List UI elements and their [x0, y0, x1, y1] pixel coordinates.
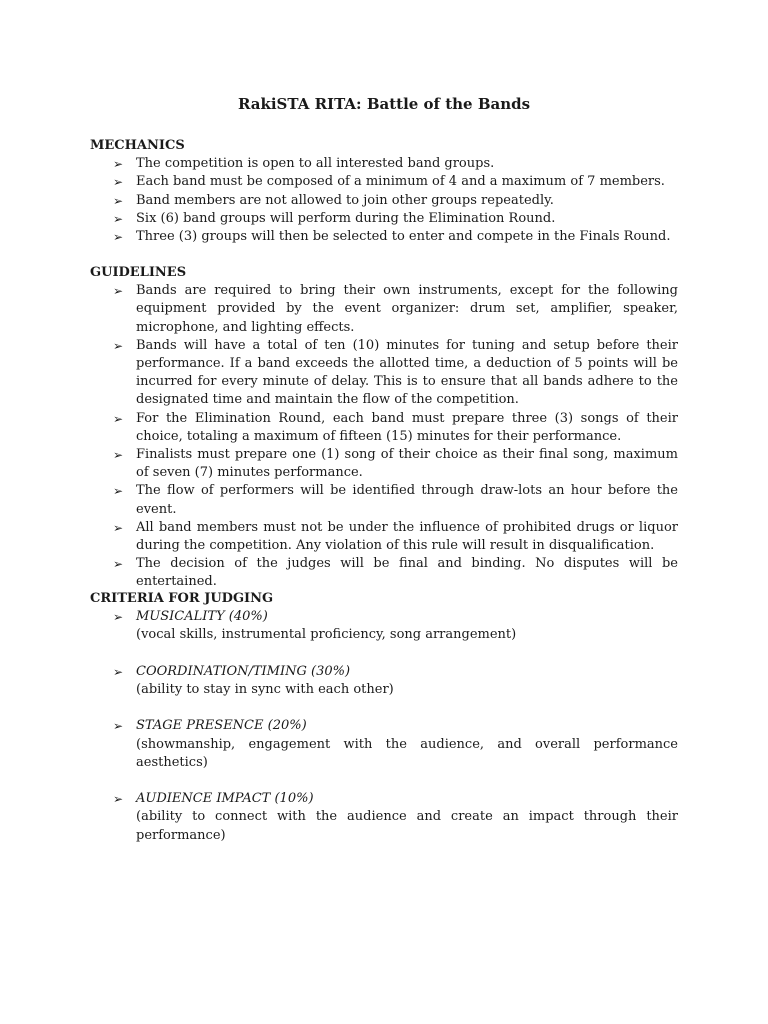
list-item: ➢ Six (6) band groups will perform during the Elimination Round.	[90, 210, 678, 228]
arrow-bullet-icon: ➢	[113, 193, 124, 208]
list-item: ➢ Finalists must prepare one (1) song of their choice as their final song, maximum of seven (7) minutes performance.	[113, 447, 678, 481]
criterion-name: STAGE PRESENCE (20%)	[136, 718, 307, 734]
arrow-bullet-icon: ➢	[113, 284, 124, 299]
criterion-item	[90, 663, 678, 699]
list-item: ➢ Three (3) groups will then be selected to enter and compete in the Finals Round.	[90, 228, 678, 246]
mechanics-section	[90, 137, 678, 246]
arrow-bullet-icon: ➢	[113, 557, 124, 572]
arrow-bullet-icon: ➢	[113, 211, 124, 226]
list-item: ➢ Bands will have a total of ten (10) minutes for tuning and setup before their performance. If a band exceeds the allotted time, a deduction of 5 points will be incurred for every minute of delay. This is to ensure that all bands adhere to the designated time and maintain the flow of the competition.	[113, 337, 678, 408]
arrow-bullet-icon: ➢	[113, 664, 124, 679]
criterion-item	[90, 717, 678, 772]
guidelines-list	[90, 282, 678, 591]
list-item: ➢ The competition is open to all interested band groups.	[90, 155, 678, 173]
criterion-description: (ability to connect with the audience and create an impact through their performance)	[136, 809, 678, 843]
criterion-item	[90, 608, 678, 644]
arrow-bullet-icon: ➢	[113, 411, 124, 426]
arrow-bullet-icon: ➢	[113, 484, 124, 499]
criterion-description: (ability to stay in sync with each other)	[136, 682, 394, 697]
list-item: ➢ For the Elimination Round, each band must prepare three (3) songs of their choice, totaling a maximum of fifteen (15) minutes for their performance.	[113, 410, 678, 444]
criterion-name: MUSICALITY (40%)	[136, 609, 268, 625]
list-item: ➢ All band members must not be under the influence of prohibited drugs or liquor during the competition. Any violation of this rule will result in disqualification.	[113, 519, 678, 554]
criterion-item	[90, 790, 678, 845]
criterion-description: (showmanship, engagement with the audience, and overall performance aesthetics)	[136, 736, 678, 770]
criteria-heading: CRITERIA FOR JUDGING	[90, 591, 274, 606]
arrow-bullet-icon: ➢	[113, 610, 124, 625]
arrow-bullet-icon: ➢	[113, 719, 124, 734]
criteria-list	[90, 608, 678, 845]
guidelines-section	[90, 264, 678, 592]
arrow-bullet-icon: ➢	[113, 175, 124, 190]
arrow-bullet-icon: ➢	[113, 338, 124, 353]
arrow-bullet-icon: ➢	[113, 520, 124, 535]
arrow-bullet-icon: ➢	[113, 230, 124, 245]
list-item: ➢ The flow of performers will be identified through draw-lots an hour before the event.	[113, 483, 678, 517]
list-item: ➢ Each band must be composed of a minimum of 4 and a maximum of 7 members.	[90, 173, 678, 191]
criterion-name: AUDIENCE IMPACT (10%)	[136, 791, 314, 807]
arrow-bullet-icon: ➢	[113, 448, 124, 463]
document-title: RakiSTA RITA: Battle of the Bands	[237, 95, 531, 113]
criterion-description: (vocal skills, instrumental proficiency, song arrangement)	[136, 627, 517, 643]
list-item: ➢ The decision of the judges will be final and binding. No disputes will be entertained.	[113, 556, 678, 590]
list-item: ➢ Band members are not allowed to join other groups repeatedly.	[90, 192, 678, 210]
arrow-bullet-icon: ➢	[113, 792, 124, 807]
list-item: ➢ Bands are required to bring their own instruments, except for the following equipment provided by the event organizer: drum set, amplifier, speaker, microphone, and lighting effects.	[113, 283, 678, 335]
criterion-name: COORDINATION/TIMING (30%)	[136, 663, 351, 679]
guidelines-heading: GUIDELINES	[90, 265, 187, 280]
mechanics-list	[90, 155, 678, 246]
arrow-bullet-icon: ➢	[113, 157, 124, 172]
mechanics-heading: MECHANICS	[90, 138, 185, 153]
criteria-section	[90, 590, 678, 845]
